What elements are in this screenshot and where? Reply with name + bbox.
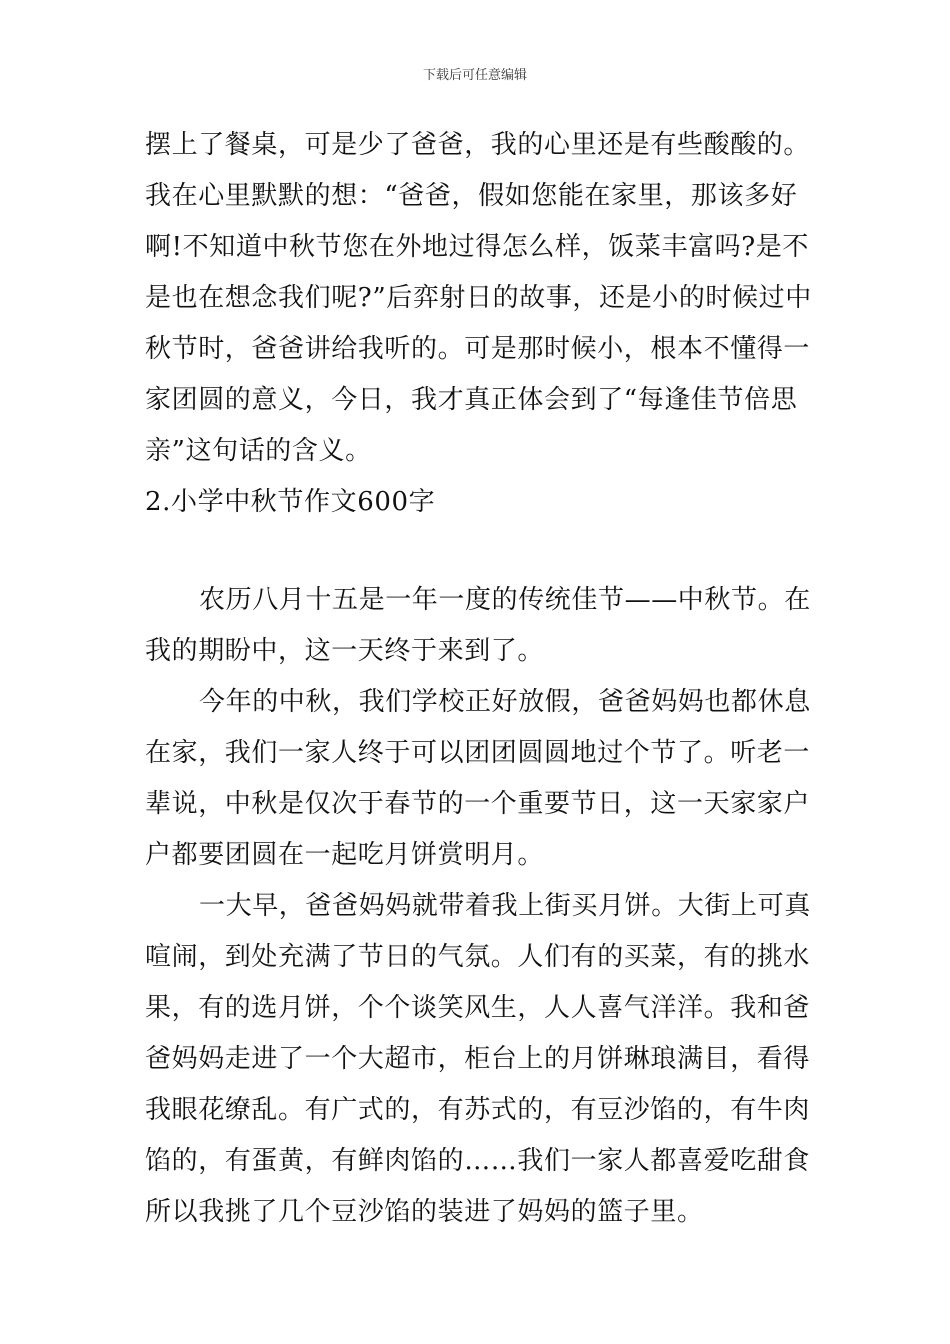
text-line: 啊!不知道中秋节您在外地过得怎么样，饭菜丰富吗?是不 <box>145 232 809 262</box>
blank-space <box>145 528 807 575</box>
paragraph-2 <box>145 677 811 881</box>
paragraph-1 <box>145 575 811 677</box>
text-line: 我在心里默默的想：“爸爸，假如您能在家里，那该多好 <box>145 181 798 211</box>
text-line: 我的期盼中，这一天终于来到了。 <box>145 636 545 666</box>
paragraph-continuation <box>145 120 812 477</box>
text-line: 我眼花缭乱。有广式的，有苏式的，有豆沙馅的，有牛肉 <box>145 1095 811 1125</box>
text-line: 馅的，有蛋黄，有鲜肉馅的……我们一家人都喜爱吃甜食 <box>145 1146 811 1176</box>
text-line: 农历八月十五是一年一度的传统佳节——中秋节。在 <box>199 585 811 615</box>
text-line: 家团圆的意义，今日，我才真正体会到了“每逢佳节倍思 <box>145 385 798 415</box>
text-line: 喧闹，到处充满了节日的气氛。人们有的买菜，有的挑水 <box>145 942 811 972</box>
text-line: 摆上了餐桌，可是少了爸爸，我的心里还是有些酸酸的。 <box>145 130 811 160</box>
text-line: 今年的中秋，我们学校正好放假，爸爸妈妈也都休息 <box>199 687 811 717</box>
text-line: 户都要团圆在一起吃月饼赏明月。 <box>145 840 545 870</box>
text-line: 辈说，中秋是仅次于春节的一个重要节日，这一天家家户 <box>145 789 811 819</box>
text-line: 爸妈妈走进了一个大超市，柜台上的月饼琳琅满目，看得 <box>145 1044 811 1074</box>
text-line: 在家，我们一家人终于可以团团圆圆地过个节了。听老一 <box>145 738 811 768</box>
text-line: 一大早，爸爸妈妈就带着我上街买月饼。大街上可真 <box>199 891 811 921</box>
text-line: 所以我挑了几个豆沙馅的装进了妈妈的篮子里。 <box>145 1197 704 1227</box>
paragraph-3 <box>145 881 811 1238</box>
text-line: 是也在想念我们呢?”后弈射日的故事，还是小的时候过中 <box>145 283 812 313</box>
text-line: 秋节时，爸爸讲给我听的。可是那时候小，根本不懂得一 <box>145 334 811 364</box>
section-title: 2.小学中秋节作文600字 <box>145 487 436 517</box>
text-line: 亲”这句话的含义。 <box>145 436 372 466</box>
page-header: 下载后可任意编辑 <box>422 68 527 83</box>
document-body <box>145 120 812 1238</box>
text-line: 果，有的选月饼，个个谈笑风生，人人喜气洋洋。我和爸 <box>145 993 811 1023</box>
